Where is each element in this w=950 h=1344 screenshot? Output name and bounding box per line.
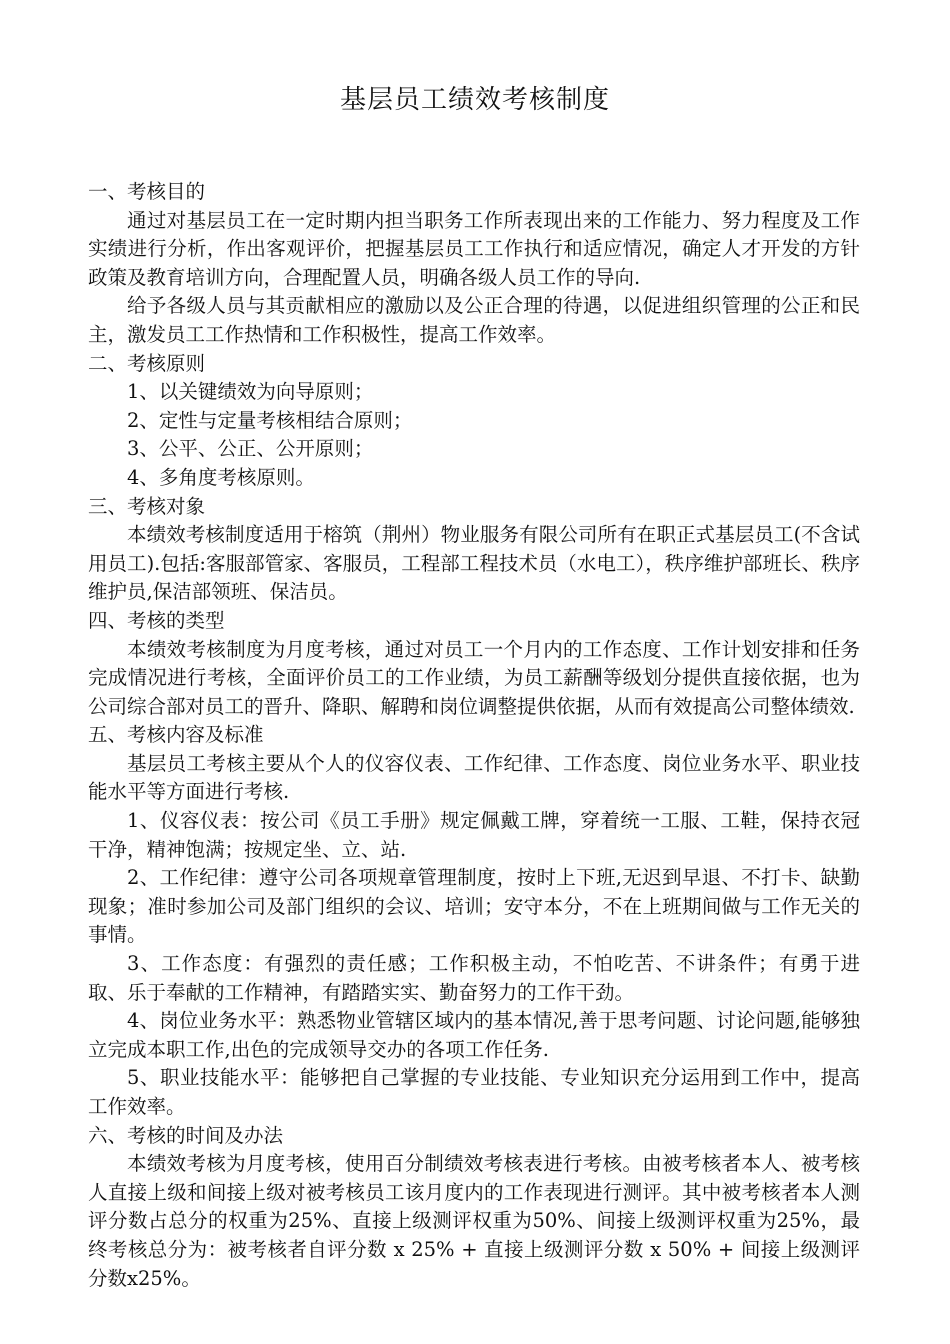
- paragraph: 3、工作态度：有强烈的责任感；工作积极主动，不怕吃苦、不讲条件；有勇于进取、乐于奉献的工作精神，有踏踏实实、勤奋努力的工作干劲。: [88, 952, 860, 1004]
- list-item: 3、公平、公正、公开原则；: [127, 437, 374, 461]
- paragraph: 基层员工考核主要从个人的仪容仪表、工作纪律、工作态度、岗位业务水平、职业技能水平等方面进行考核.: [88, 751, 860, 804]
- paragraph: 4、岗位业务水平：熟悉物业管辖区域内的基本情况,善于思考问题、讨论问题,能够独立完成本职工作,出色的完成领导交办的各项工作任务.: [88, 1009, 860, 1061]
- document-body: [88, 178, 860, 1293]
- section-heading-targets: 三、考核对象: [88, 494, 206, 518]
- list-item: 4、多角度考核原则。: [127, 465, 315, 489]
- paragraph: 2、工作纪律：遵守公司各项规章管理制度，按时上下班,无迟到早退、不打卡、缺勤现象；准时参加公司及部门组织的会议、培训；安守本分，不在上班期间做与工作无关的事情。: [88, 866, 860, 947]
- paragraph: 本绩效考核制度为月度考核，通过对员工一个月内的工作态度、工作计划安排和任务完成情况进行考核，全面评价员工的工作业绩，为员工薪酬等级划分提供直接依据，也为公司综合部对员工的晋升、降职、解聘和岗位调整提供依据，从而有效提高公司整体绩效.: [88, 637, 860, 718]
- section-heading-content: 五、考核内容及标准: [88, 723, 264, 747]
- list-item: 1、以关键绩效为向导原则；: [127, 380, 374, 404]
- paragraph: 本绩效考核为月度考核，使用百分制绩效考核表进行考核。由被考核者本人、被考核人直接上级和间接上级对被考核员工该月度内的工作表现进行测评。其中被考核者本人测评分数占总分的权重为25%、直接上级测评权重为50%、间接上级测评权重为25%，最终考核总分为：被考核者自评分数 x 25% + 直接上级测评分数 x 50% + 间接上级测评分数x25%。: [88, 1152, 860, 1290]
- paragraph: 通过对基层员工在一定时期内担当职务工作所表现出来的工作能力、努力程度及工作实绩进行分析，作出客观评价，把握基层员工工作执行和适应情况，确定人才开发的方针政策及教育培训方向，合理配置人员，明确各级人员工作的导向.: [88, 208, 860, 289]
- section-heading-types: 四、考核的类型: [88, 608, 225, 632]
- paragraph: 5、职业技能水平：能够把自己掌握的专业技能、专业知识充分运用到工作中，提高工作效率。: [88, 1066, 860, 1118]
- paragraph: 1、仪容仪表：按公司《员工手册》规定佩戴工牌，穿着统一工服、工鞋，保持衣冠干净，精神饱满；按规定坐、立、站.: [88, 809, 860, 861]
- paragraph: 给予各级人员与其贡献相应的激励以及公正合理的待遇，以促进组织管理的公正和民主，激发员工工作热情和工作积极性，提高工作效率。: [88, 294, 860, 346]
- section-heading-principles: 二、考核原则: [88, 351, 206, 375]
- paragraph: 本绩效考核制度适用于榕筑（荆州）物业服务有限公司所有在职正式基层员工(不含试用员工).包括:客服部管家、客服员，工程部工程技术员（水电工），秩序维护部班长、秩序维护员,保洁部领班、保洁员。: [88, 523, 860, 604]
- section-heading-purpose: 一、考核目的: [88, 180, 206, 203]
- list-item: 2、定性与定量考核相结合原则；: [127, 408, 413, 432]
- section-heading-schedule: 六、考核的时间及办法: [88, 1123, 284, 1147]
- document-title: 基层员工绩效考核制度: [339, 85, 610, 115]
